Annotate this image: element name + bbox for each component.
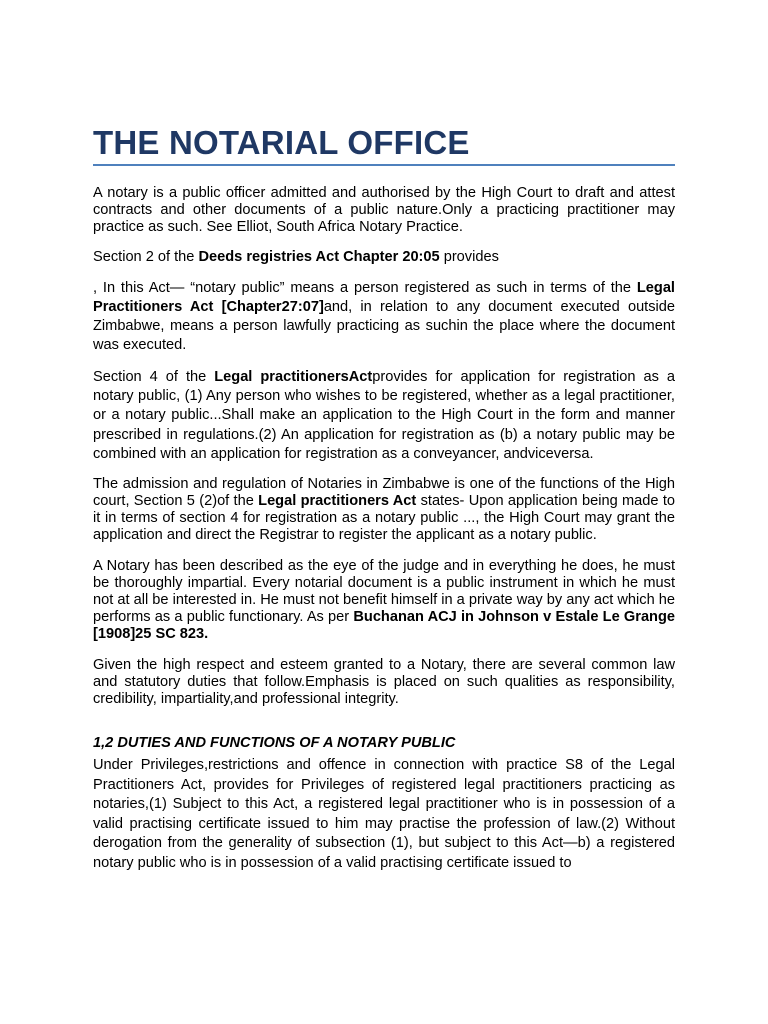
text-segment: and, in relation to any document executed outside Zimbabwe, means a person lawfully practicing as suchin the place where the document was executed. xyxy=(93,298,676,353)
bold-act-reference: Deeds registries Act Chapter 20:05 xyxy=(198,248,440,265)
paragraph-eye-of-judge xyxy=(93,558,675,643)
text-segment: A Notary has been described as the eye of the judge and in everything he does, he must be thoroughly impartial. Every notarial document is a public instrument in which he must not at all be interested in. He must not benefit himself in a private way by any act which he performs as a public functionary. As per xyxy=(93,558,675,626)
paragraph-notary-public-meaning xyxy=(93,279,675,355)
bold-act-reference: Legal practitioners Act xyxy=(258,493,417,510)
paragraph-section-4 xyxy=(93,368,675,464)
bold-case-citation: Buchanan ACJ in Johnson v Estale Le Grange [1908]25 SC 823. xyxy=(93,609,676,643)
title-underline-rule xyxy=(93,164,675,166)
paragraph-notary-definition: A notary is a public officer admitted and authorised by the High Court to draft and attest contracts and other documents of a public nature.Only a practicing practitioner may practice as such. See Elliot, South Africa Notary Practice. xyxy=(93,185,675,236)
text-segment: , In this Act— “notary public” means a person registered as such in terms of the xyxy=(93,279,637,296)
text-segment: The admission and regulation of Notaries in Zimbabwe is one of the functions of the High court, Section 5 (2)of the xyxy=(93,476,675,510)
bold-act-reference: Legal Practitioners Act [Chapter27:07] xyxy=(93,279,675,315)
paragraph-duties-intro: Given the high respect and esteem granted to a Notary, there are several common law and statutory duties that follow.Emphasis is placed on such qualities as responsibility, credibility, impartiality,and professional integrity. xyxy=(93,657,675,708)
paragraph-deeds-registries xyxy=(93,249,675,266)
paragraph-admission-regulation xyxy=(93,476,675,544)
text-segment: Section 4 of the xyxy=(93,368,215,385)
text-segment: Section 2 of the xyxy=(93,248,199,265)
document-page xyxy=(93,0,675,873)
paragraph-privileges: Under Privileges,restrictions and offence in connection with practice S8 of the Legal Practitioners Act, provides for Privileges of registered legal practitioners practicing as notaries,(1) Subject to this Act, a registered legal practitioner who is in possession of a valid practising certificate issued to him may practise the profession of law.(2) Without derogation from the generality of subsection (1), but subject to this Act—b) a registered notary public who is in possession of a valid practising certificate issued to xyxy=(93,757,675,871)
text-segment: provides xyxy=(439,248,499,265)
text-segment: states- Upon application being made to it in terms of section 4 for registration as a notary public ..., the High Court may grant the application and direct the Registrar to register the applicant as a notary public. xyxy=(93,493,675,544)
text-segment: provides for application for registration as a notary public, (1) Any person who wishes to be registered, whether as a legal practitioner, or a notary public...Shall make an application to the High Court in the form and manner prescribed in regulations.(2) An application for registration as (b) a notary public may be combined with an application for registration as a conveyancer, andviceversa. xyxy=(93,368,675,462)
page-title: THE NOTARIAL OFFICE xyxy=(93,124,470,161)
section-heading-duties: 1,2 DUTIES AND FUNCTIONS OF A NOTARY PUBLIC xyxy=(93,735,456,752)
bold-act-reference: Legal practitionersAct xyxy=(214,368,373,385)
